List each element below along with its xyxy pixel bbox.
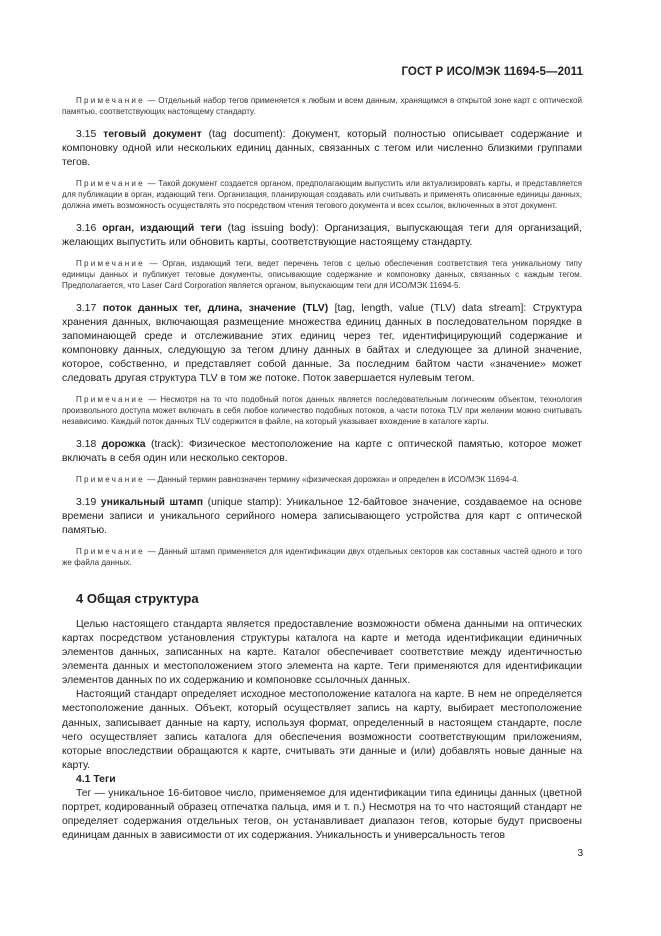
term-definition [62, 302, 582, 387]
note-label: Примечание [76, 547, 145, 557]
section-paragraph-2: Настоящий стандарт определяет исходное местоположение каталога на карте. В нем не определяется местоположение данных. Объект, который осуществляет запись на карту, выбирает местоположение данных, записывает данные на карту, используя формат, определенный в настоящем стандарте, после чего осуществляет запись каталога для обеспечения возможности соответствующим приложениям, которые впоследствии обращаются к карте, считывать эти данные и (или) добавлять новые данные на карту. [62, 689, 582, 771]
note-text: Такой документ создается органом, предполагающим выпустить или актуализировать карты, и представляется для публикации в орган, издающий теги. Организация, планирующая создавать или считывать и применять описанные единицы данных, должна иметь возможность осуществлять это посредством чтения тегового документа и всех ссылок, включенных в этот документ. [62, 179, 582, 210]
note-text: Орган, издающий теги, ведет перечень тегов с целью обеспечения соответствия тега уникальному типу единицы данных и публикует теговые документы, описывающие содержание и компоновку данных, связанных с каждым тегом. Предполагается, что Laser Card Corporation является органом, выпускающим теги для ИСО/МЭК 11694-5. [62, 259, 582, 290]
note-text: Отдельный набор тегов применяется к любым и всем данным, хранящимся в открытой зоне карт с оптической памятью, соответствующих настоящему стандарту. [62, 96, 582, 116]
note-paragraph [62, 395, 582, 428]
document-header: ГОСТ Р ИСО/МЭК 11694-5—2011 [401, 66, 583, 78]
term-number: 3.19 [76, 497, 97, 509]
note-dash: — [144, 475, 158, 485]
term-definition [62, 128, 582, 170]
term-text: (tag issuing body): Организация, выпускающая теги для организаций, желающих выпустить или обновить карты, соответствующие настоящему стандарту. [62, 222, 582, 248]
note-label: Примечание [76, 475, 145, 485]
note-dash: — [144, 259, 163, 268]
note-dash: — [144, 179, 159, 189]
term-definition [62, 438, 582, 466]
term-text: [tag, length, value (TLV) data stream]: Структура хранения данных, включающая размещение множества единиц данных в последовательном порядке в запоминающей среде и отслеживание этих единиц через тег, идентифицирующий содержание и компоновку данных, следующую за тегом длину данных в байтах и следующее за длиной значение, которое, собственно, и представляет собой данные. За последним байтом части «значение» может следовать другая структура TLV в том же потоке. Поток завершается нулевым тегом. [62, 302, 583, 385]
term-name: дорожка [101, 439, 146, 450]
section-title: 4 Общая структура [76, 591, 199, 607]
note-dash: — [144, 96, 159, 105]
term-definition [62, 222, 582, 250]
subsection-paragraph: Тег — уникальное 16-битовое число, применяемое для идентификации типа единицы данных (цветной портрет, кодированный образец отпечатка пальца, имя и т. п.) Несмотря на то что настоящий стандарт не определяет содержания отдельных тегов, он устанавливает диапазон тегов, которые будут присвоены единицам данных в зависимости от их содержания. Уникальность и универсальность тегов [62, 787, 582, 841]
note-label: Примечание [76, 96, 145, 105]
note-label: Примечание [76, 179, 145, 189]
term-name: теговый документ [103, 128, 202, 140]
term-text: (track): Физическое местоположение на карте с оптической памятью, которое может включать в себя один или несколько секторов. [62, 439, 582, 465]
definitions-list [62, 96, 582, 569]
note-text: Несмотря на то что подобный поток данных является последовательным логическим объектом, технология произвольного доступа может включать в себя любое количество подобных потоков, а части потока TLV при желании можно считывать независимо. Каждый поток данных TLV содержится в файле, на который указывает вхождение в каталоге карты. [62, 395, 582, 427]
note-paragraph [62, 96, 582, 118]
term-name: поток данных тег, длина, значение (TLV) [102, 302, 329, 314]
term-text: (tag document): Документ, который полностью описывает содержание и компоновку одной или нескольких единиц данных, связанных с тегом или численно близкими группами тегов. [62, 128, 582, 168]
term-definition [62, 496, 582, 538]
document-body [62, 96, 582, 843]
term-number: 3.16 [76, 222, 97, 234]
subsection-title: 4.1 Теги [76, 773, 116, 785]
note-label: Примечание [76, 395, 145, 405]
term-text: (unique stamp): Уникальное 12-байтовое значение, создаваемое на основе времени записи и уникального серийного номера записывающего устройства для карт с оптической памятью. [62, 497, 582, 537]
note-paragraph [62, 179, 582, 212]
term-number: 3.18 [76, 439, 97, 450]
note-dash: — [144, 547, 159, 557]
note-dash: — [144, 395, 161, 405]
note-label: Примечание [76, 259, 145, 268]
note-text: Данный термин равнозначен термину «физическая дорожка» и определен в ИСО/МЭК 11694-4. [157, 475, 519, 485]
note-paragraph [62, 259, 582, 292]
note-paragraph [62, 547, 582, 569]
term-name: орган, издающий теги [102, 222, 222, 234]
term-name: уникальный штамп [100, 497, 204, 509]
section-paragraph-1: Целью настоящего стандарта является предоставление возможности обмена данными на оптических картах посредством установления структуры каталога на карте и метода идентификации единичных элементов данных, записанных на карте. Каталог обеспечивает соответствие между идентичностью элемента данных и местоположением этого элемента на карте. Теги применяются для идентификации элементов данных по их содержанию и компоновке ссылочных данных. [62, 619, 582, 687]
note-paragraph [62, 475, 582, 486]
note-text: Данный штамп применяется для идентификации двух отдельных секторов как составных частей одного и того же файла данных. [62, 547, 583, 568]
term-number: 3.15 [76, 128, 97, 140]
term-number: 3.17 [76, 302, 97, 314]
page-number: 3 [577, 848, 583, 859]
